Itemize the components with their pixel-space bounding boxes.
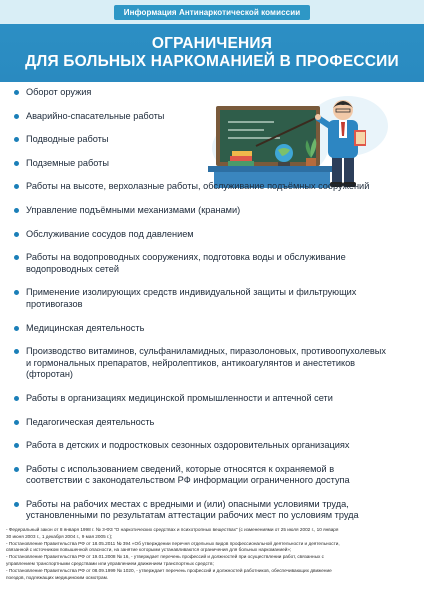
list-item-text: Производство витаминов, сульфаниламидных, пиразолоновых, противоопухолевых [26, 346, 386, 357]
page-title-line-1: ОГРАНИЧЕНИЯ [151, 35, 273, 52]
bullet-icon [14, 255, 19, 260]
list-item-text: Работы на рабочих местах с вредными и (или) опасными условиями труда, [26, 498, 349, 509]
bullet-icon [14, 161, 19, 166]
list-item-text: Подводные работы [26, 134, 109, 145]
list-item [10, 111, 416, 123]
list-item-text: Медицинская деятельность [26, 322, 145, 333]
list-item-text: Работы с использованием сведений, которые относятся к охраняемой в [26, 463, 335, 474]
list-item-text: Подземные работы [26, 157, 109, 168]
list-item-text: Работы на водопроводных сооружениях, подготовка воды и обслуживание [26, 252, 346, 263]
list-item [10, 464, 416, 487]
list-item-text: соответствии с законодательством РФ информации ограниченного доступа [26, 475, 350, 486]
list-item-text: Работа в детских и подростковых сезонных оздоровительных организациях [26, 440, 350, 451]
list-item [10, 287, 416, 310]
bullet-icon [14, 467, 19, 472]
legal-footnotes [6, 527, 418, 581]
list-item-text: Работы на высоте, верхолазные работы, обслуживание подъёмных сооружений [26, 181, 370, 192]
footnote-line: управлением транспортными средствами или управлением движением транспортных средств; [6, 560, 214, 566]
commission-bar [0, 0, 424, 24]
list-item-text: Применение изолирующих средств индивидуальной защиты и фильтрующих [26, 287, 357, 298]
bullet-icon [14, 114, 19, 119]
list-item-text: Работы в организациях медицинской промышленности и аптечной сети [26, 392, 333, 403]
footnote-line: - Постановление Правительства РФ от 19.01.2008 № 16, - утверждает перечень профессий и должностей при осуществлении работ, связанных с [6, 554, 324, 560]
bullet-icon [14, 208, 19, 213]
restrictions-list [10, 87, 416, 522]
title-banner [0, 24, 424, 82]
list-item-text: Управление подъёмными механизмами (кранами) [26, 204, 241, 215]
list-item [10, 323, 416, 335]
list-item-text: противогазов [26, 298, 83, 309]
list-item-text: установленными по результатам аттестации рабочих мест по условиям труда [26, 510, 359, 521]
list-item [10, 205, 416, 217]
list-item-text: и гормональных препаратов, нейролептиков, антикоагулянтов и анестетиков [26, 357, 356, 368]
bullet-icon [14, 184, 19, 189]
page-title-line-2: ДЛЯ БОЛЬНЫХ НАРКОМАНИЕЙ В ПРОФЕССИИ [25, 53, 399, 70]
bullet-icon [14, 137, 19, 142]
list-item [10, 346, 416, 381]
list-item-text: водопроводных сетей [26, 263, 119, 274]
bullet-icon [14, 232, 19, 237]
list-item-text: Оборот оружия [26, 87, 92, 97]
footnote-line: 30 июня 2003 г., 1 декабря 2004 г., 9 мая 2005 г.); [6, 533, 113, 539]
list-item [10, 440, 416, 452]
bullet-icon [14, 326, 19, 331]
list-item [10, 229, 416, 241]
list-item [10, 87, 416, 99]
list-item-text: Аварийно-спасательные работы [26, 110, 165, 121]
list-item-text: Педагогическая деятельность [26, 416, 155, 427]
list-item [10, 499, 416, 522]
footnote-line: связанной с источником повышенной опасности, на занятие которыми устанавливаются ограничения для больных наркоманией»; [6, 547, 292, 553]
bullet-icon [14, 502, 19, 507]
list-item [10, 181, 416, 193]
bullet-icon [14, 443, 19, 448]
list-item [10, 393, 416, 405]
list-item [10, 252, 416, 275]
footnote-line: - Федеральный закон от 8 января 1998 г. № 3-ФЗ "О наркотических средствах и психотропных веществах" (с изменениями от 25 июля 2002 г., 10 января [6, 527, 339, 532]
bullet-icon [14, 90, 19, 95]
list-item [10, 134, 416, 146]
bullet-icon [14, 396, 19, 401]
bullet-icon [14, 420, 19, 425]
bullet-icon [14, 349, 19, 354]
list-item-text: Обслуживание сосудов под давлением [26, 228, 194, 239]
list-item-text: (фторотан) [26, 369, 73, 380]
commission-label: Информация Антинаркотической комиссии [114, 5, 310, 20]
footnote-line: - Постановление Правительства РФ от 18.05.2011 № 394 «Об утверждении перечня отдельных видов профессиональной деятельности и деятельности, [6, 540, 340, 546]
footnote-line: поездов, подлежащих медицинским осмотрам. [6, 574, 109, 580]
list-item [10, 158, 416, 170]
list-item [10, 417, 416, 429]
bullet-icon [14, 290, 19, 295]
footnote-line: - Постановление Правительства РФ от 08.09.1999 № 1020, - утверждает перечень профессий и должностей работников, обеспечивающих движение [6, 567, 332, 573]
